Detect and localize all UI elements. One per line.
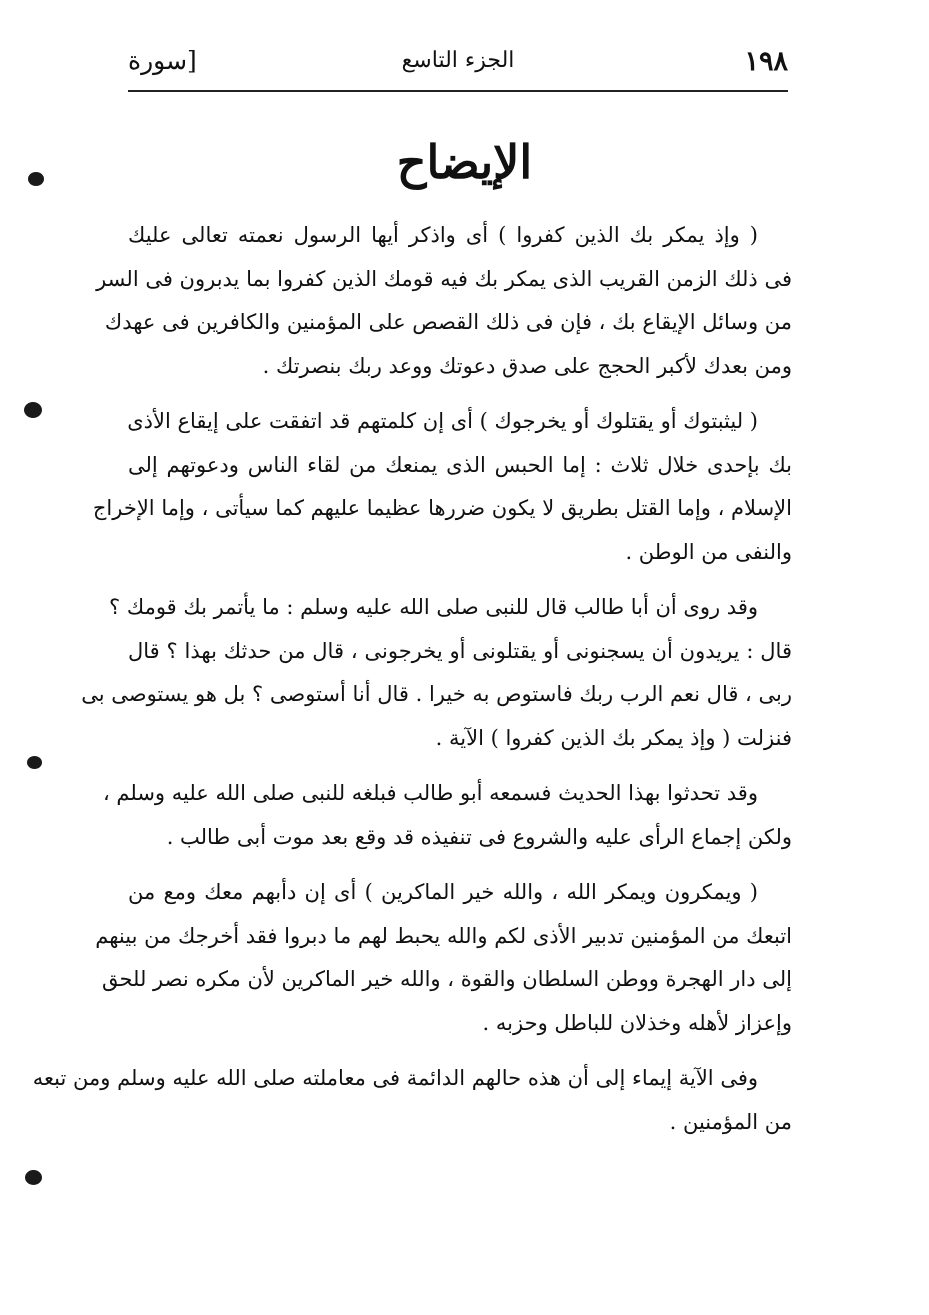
scan-mark <box>24 402 42 418</box>
body-text <box>32 214 792 1144</box>
text-line: بك بإحدى خلال ثلاث : إما الحبس الذى يمنعك من لقاء الناس ودعوتهم إلى <box>128 452 792 477</box>
section-title: الإيضاح <box>396 135 533 189</box>
text-line: وإعزاز لأهله وخذلان للباطل وحزبه . <box>482 1010 792 1035</box>
text-line: قال : يريدون أن يسجنونى أو يقتلونى أو يخرجونى ، قال من حدثك بهذا ؟ قال <box>128 638 792 663</box>
text-line: فنزلت ( وإذ يمكر بك الذين كفروا ) الآية . <box>435 725 792 750</box>
header-divider <box>128 90 788 92</box>
paragraph-3 <box>81 586 792 760</box>
text-line: ربى ، قال نعم الرب ربك فاستوص به خيرا . قال أنا أستوصى ؟ بل هو يستوصى بى <box>81 682 792 706</box>
text-line: من المؤمنين . <box>669 1109 792 1134</box>
paragraph-6 <box>32 1057 792 1144</box>
text-line: ولكن إجماع الرأى عليه والشروع فى تنفيذه قد وقع بعد موت أبى طالب . <box>166 824 792 849</box>
text-line: ( ليثبتوك أو يقتلوك أو يخرجوك ) أى إن كلمتهم قد اتفقت على إيقاع الأذى <box>127 409 758 433</box>
page-header <box>128 40 788 92</box>
text-line: إلى دار الهجرة ووطن السلطان والقوة ، والله خير الماكرين لأن مكره نصر للحق <box>101 967 792 991</box>
paragraph-1 <box>96 214 792 388</box>
part-title: الجزء التاسع <box>401 48 515 73</box>
text-line: ومن بعدك لأكبر الحجج على صدق دعوتك ووعد ربك بنصرتك . <box>262 353 792 378</box>
text-line: من وسائل الإيقاع بك ، فإن فى ذلك القصص على المؤمنين والكافرين فى عهدك <box>104 310 792 334</box>
text-line: وقد تحدثوا بهذا الحديث فسمعه أبو طالب فبلغه للنبى صلى الله عليه وسلم ، <box>102 781 758 805</box>
text-line: ( ويمكرون ويمكر الله ، والله خير الماكرين ) أى إن دأبهم معك ومع من <box>128 880 758 904</box>
paragraph-2 <box>92 400 792 574</box>
text-line: فى ذلك الزمن القريب الذى يمكر بك فيه قومك الذين كفروا بما يدبرون فى السر <box>96 266 792 291</box>
scan-mark <box>27 756 42 769</box>
surah-label: [سورة <box>128 46 197 75</box>
text-line: ( وإذ يمكر بك الذين كفروا ) أى واذكر أيها الرسول نعمته تعالى عليك <box>128 223 758 247</box>
text-line: وقد روى أن أبا طالب قال للنبى صلى الله عليه وسلم : ما يأتمر بك قومك ؟ <box>109 595 758 619</box>
text-line: وفى الآية إيماء إلى أن هذه حالهم الدائمة فى معاملته صلى الله عليه وسلم ومن تبعه <box>32 1066 758 1090</box>
paragraph-5 <box>95 871 792 1045</box>
paragraph-4 <box>102 772 792 859</box>
text-line: الإسلام ، وإما القتل بطريق لا يكون ضررها عظيما عليهم كما سيأتى ، وإما الإخراج <box>92 496 792 520</box>
text-line: والنفى من الوطن . <box>625 539 792 564</box>
scan-mark <box>25 1170 42 1185</box>
scan-mark <box>28 172 44 186</box>
page-number: ١٩٨ <box>744 46 788 77</box>
text-line: اتبعك من المؤمنين تدبير الأذى لكم والله يحبط لهم ما دبروا فقد أخرجك من بينهم <box>95 923 792 948</box>
